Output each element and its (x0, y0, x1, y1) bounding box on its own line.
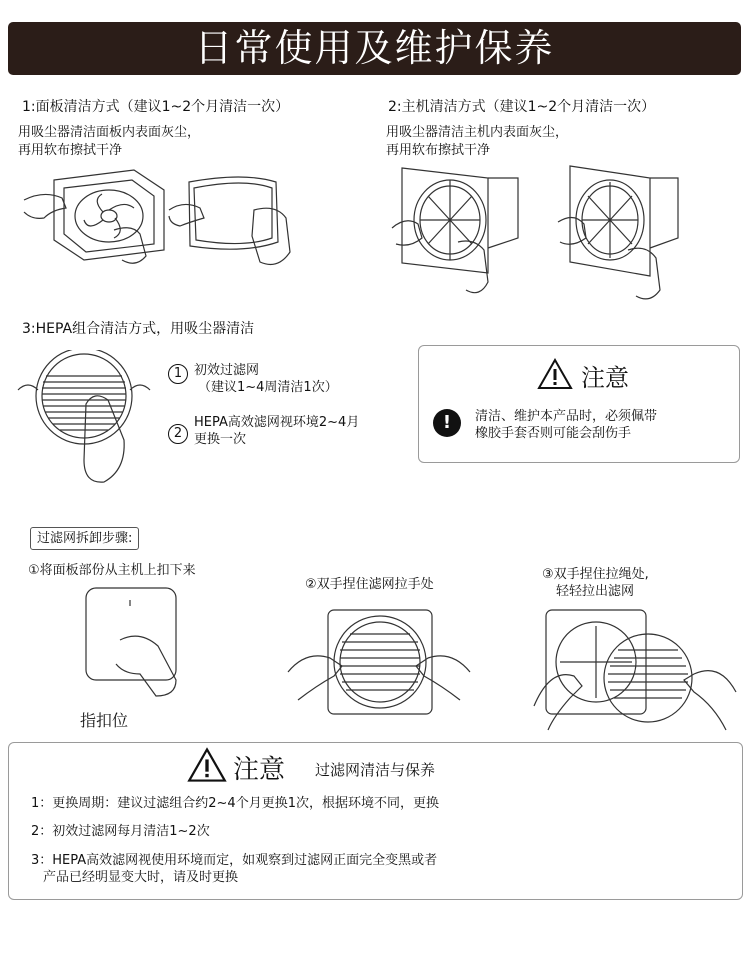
main-unit-cleaning-illustration (388, 158, 698, 308)
circle-number-2: 2 (168, 424, 188, 444)
caution-2-item2: 2：初效过滤网每月清洁1~2次 (31, 824, 210, 839)
removal-step3-line1: ③双手捏住拉绳处, (542, 567, 649, 582)
section2-heading: 2:主机清洁方式（建议1~2个月清洁一次） (388, 99, 656, 115)
step3-filter-illustration (530, 606, 740, 736)
removal-step2: ②双手捏住滤网拉手处 (305, 577, 434, 592)
exclamation-icon: ! (433, 409, 461, 437)
removal-steps-label: 过滤网拆卸步骤: (30, 527, 139, 550)
section2-desc-line1: 用吸尘器清洁主机内表面灰尘， (386, 125, 569, 140)
removal-step1: ①将面板部份从主机上扣下来 (28, 563, 196, 578)
panel-cleaning-illustration (14, 160, 314, 280)
caution-1-text-line2: 橡胶手套否则可能会刮伤手 (475, 426, 632, 441)
hepa-item2-line2: 更换一次 (194, 432, 247, 447)
hepa-item1-line2: （建议1~4周清洁1次） (198, 380, 338, 395)
section3-heading: 3:HEPA组合清洁方式，用吸尘器清洁 (22, 321, 255, 337)
caution-1-text-line1: 清洁、维护本产品时，必须佩带 (475, 409, 658, 424)
warning-triangle-icon (187, 747, 227, 783)
warning-triangle-icon (537, 358, 573, 390)
caution-1-title: 注意 (581, 364, 629, 392)
hepa-item2-line1: HEPA高效滤网视环境2~4月 (194, 415, 360, 430)
hepa-item1-line1: 初效过滤网 (194, 363, 260, 378)
caution-2-title: 注意 (233, 755, 286, 785)
removal-step3-line2: 轻轻拉出滤网 (556, 584, 635, 599)
section2-desc-line2: 再用软布擦拭干净 (386, 143, 491, 158)
step2-filter-illustration (286, 606, 472, 718)
hepa-item2 (168, 422, 188, 444)
caution-box-1 (418, 345, 740, 463)
caution-2-item3-line2: 产品已经明显变大时，请及时更换 (43, 870, 239, 885)
hepa-item1 (168, 362, 188, 384)
circle-number-1: 1 (168, 364, 188, 384)
caution-2-item3-line1: 3：HEPA高效滤网视使用环境而定，如观察到过滤网正面完全变黑或者 (31, 853, 438, 868)
finger-grip-label: 指扣位 (80, 711, 129, 730)
step1-panel-illustration (80, 584, 200, 704)
caution-2-item1: 1：更换周期：建议过滤组合约2~4个月更换1次，根据环境不同，更换 (31, 796, 439, 811)
section1-desc-line1: 用吸尘器清洁面板内表面灰尘， (18, 125, 201, 140)
section1-heading: 1:面板清洁方式（建议1~2个月清洁一次） (22, 99, 290, 115)
page-title-banner: 日常使用及维护保养 (8, 22, 741, 75)
section1-desc-line2: 再用软布擦拭干净 (18, 143, 123, 158)
caution-box-2 (8, 742, 743, 900)
caution-2-subtitle: 过滤网清洁与保养 (315, 761, 436, 779)
hepa-filter-illustration (14, 350, 154, 490)
